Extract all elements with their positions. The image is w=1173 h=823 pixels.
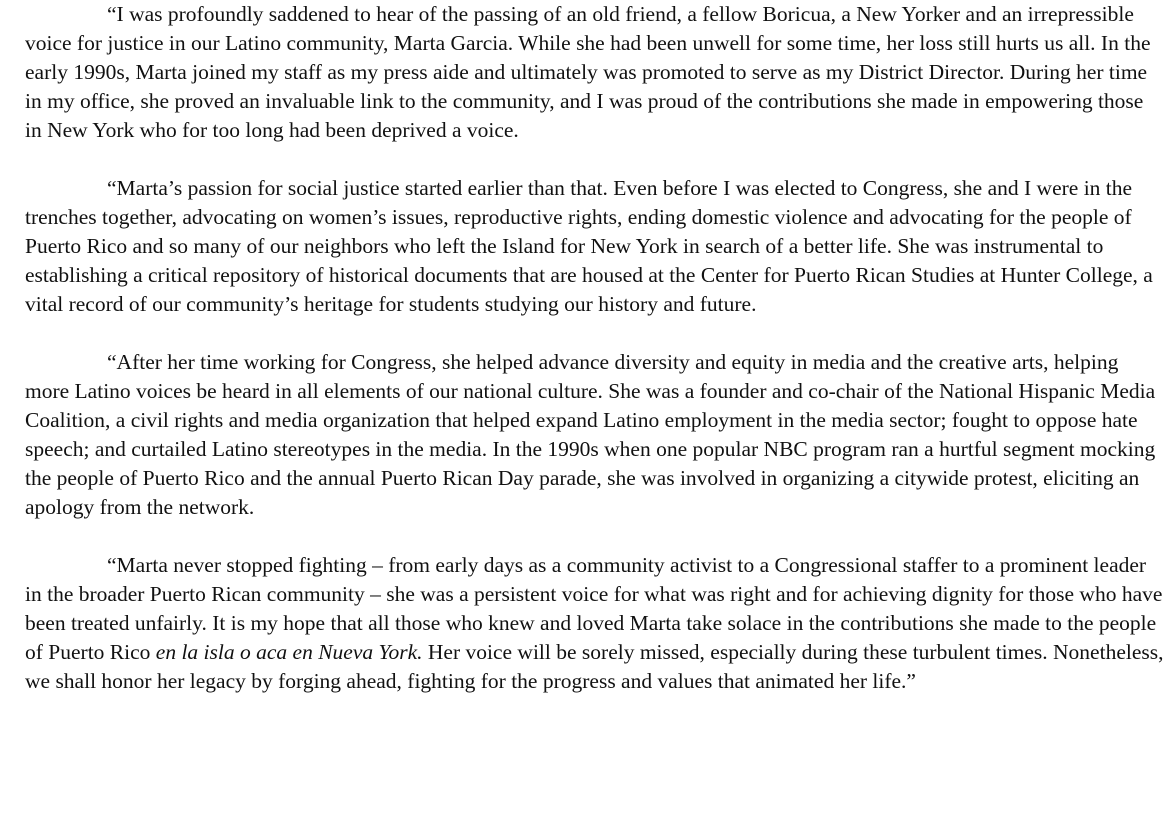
statement-document	[25, 0, 1165, 696]
paragraph-2	[25, 174, 1165, 319]
paragraph-4-text-a: “Marta never stopped fighting – from early days as a community activist to a Congressional staffer to a prominent leader in the broader Puerto Rican community – she was a persistent voice for what was right and for achieving dignity for those who have been treated unfairly. It is my hope that all those who knew and loved Marta take solace in the contributions she made to the people of Puerto Rico	[25, 553, 1163, 664]
paragraph-1	[25, 0, 1165, 145]
paragraph-1-text: “I was profoundly saddened to hear of the passing of an old friend, a fellow Boricua, a New Yorker and an irrepressible voice for justice in our Latino community, Marta Garcia. While she had been unwell for some time, her loss still hurts us all. In the early 1990s, Marta joined my staff as my press aide and ultimately was promoted to serve as my District Director. During her time in my office, she proved an invaluable link to the community, and I was proud of the contributions she made in empowering those in New York who for too long had been deprived a voice.	[25, 2, 1151, 142]
paragraph-4-italic-phrase: en la isla o aca en Nueva York.	[155, 640, 423, 664]
paragraph-4	[25, 551, 1165, 696]
paragraph-2-text: “Marta’s passion for social justice started earlier than that. Even before I was elected to Congress, she and I were in the trenches together, advocating on women’s issues, reproductive rights, ending domestic violence and advocating for the people of Puerto Rico and so many of our neighbors who left the Island for New York in search of a better life. She was instrumental to establishing a critical repository of historical documents that are housed at the Center for Puerto Rican Studies at Hunter College, a vital record of our community’s heritage for students studying our history and future.	[25, 176, 1153, 316]
paragraph-3-text: “After her time working for Congress, she helped advance diversity and equity in media and the creative arts, helping more Latino voices be heard in all elements of our national culture. She was a founder and co-chair of the National Hispanic Media Coalition, a civil rights and media organization that helped expand Latino employment in the media sector; fought to oppose hate speech; and curtailed Latino stereotypes in the media. In the 1990s when one popular NBC program ran a hurtful segment mocking the people of Puerto Rico and the annual Puerto Rican Day parade, she was involved in organizing a citywide protest, eliciting an apology from the network.	[25, 350, 1156, 519]
paragraph-3	[25, 348, 1165, 522]
paragraph-4-text-b: Her voice will be sorely missed, especially during these turbulent times. Nonetheless, we shall honor her legacy by forging ahead, fighting for the progress and values that animated her life.”	[25, 640, 1164, 693]
